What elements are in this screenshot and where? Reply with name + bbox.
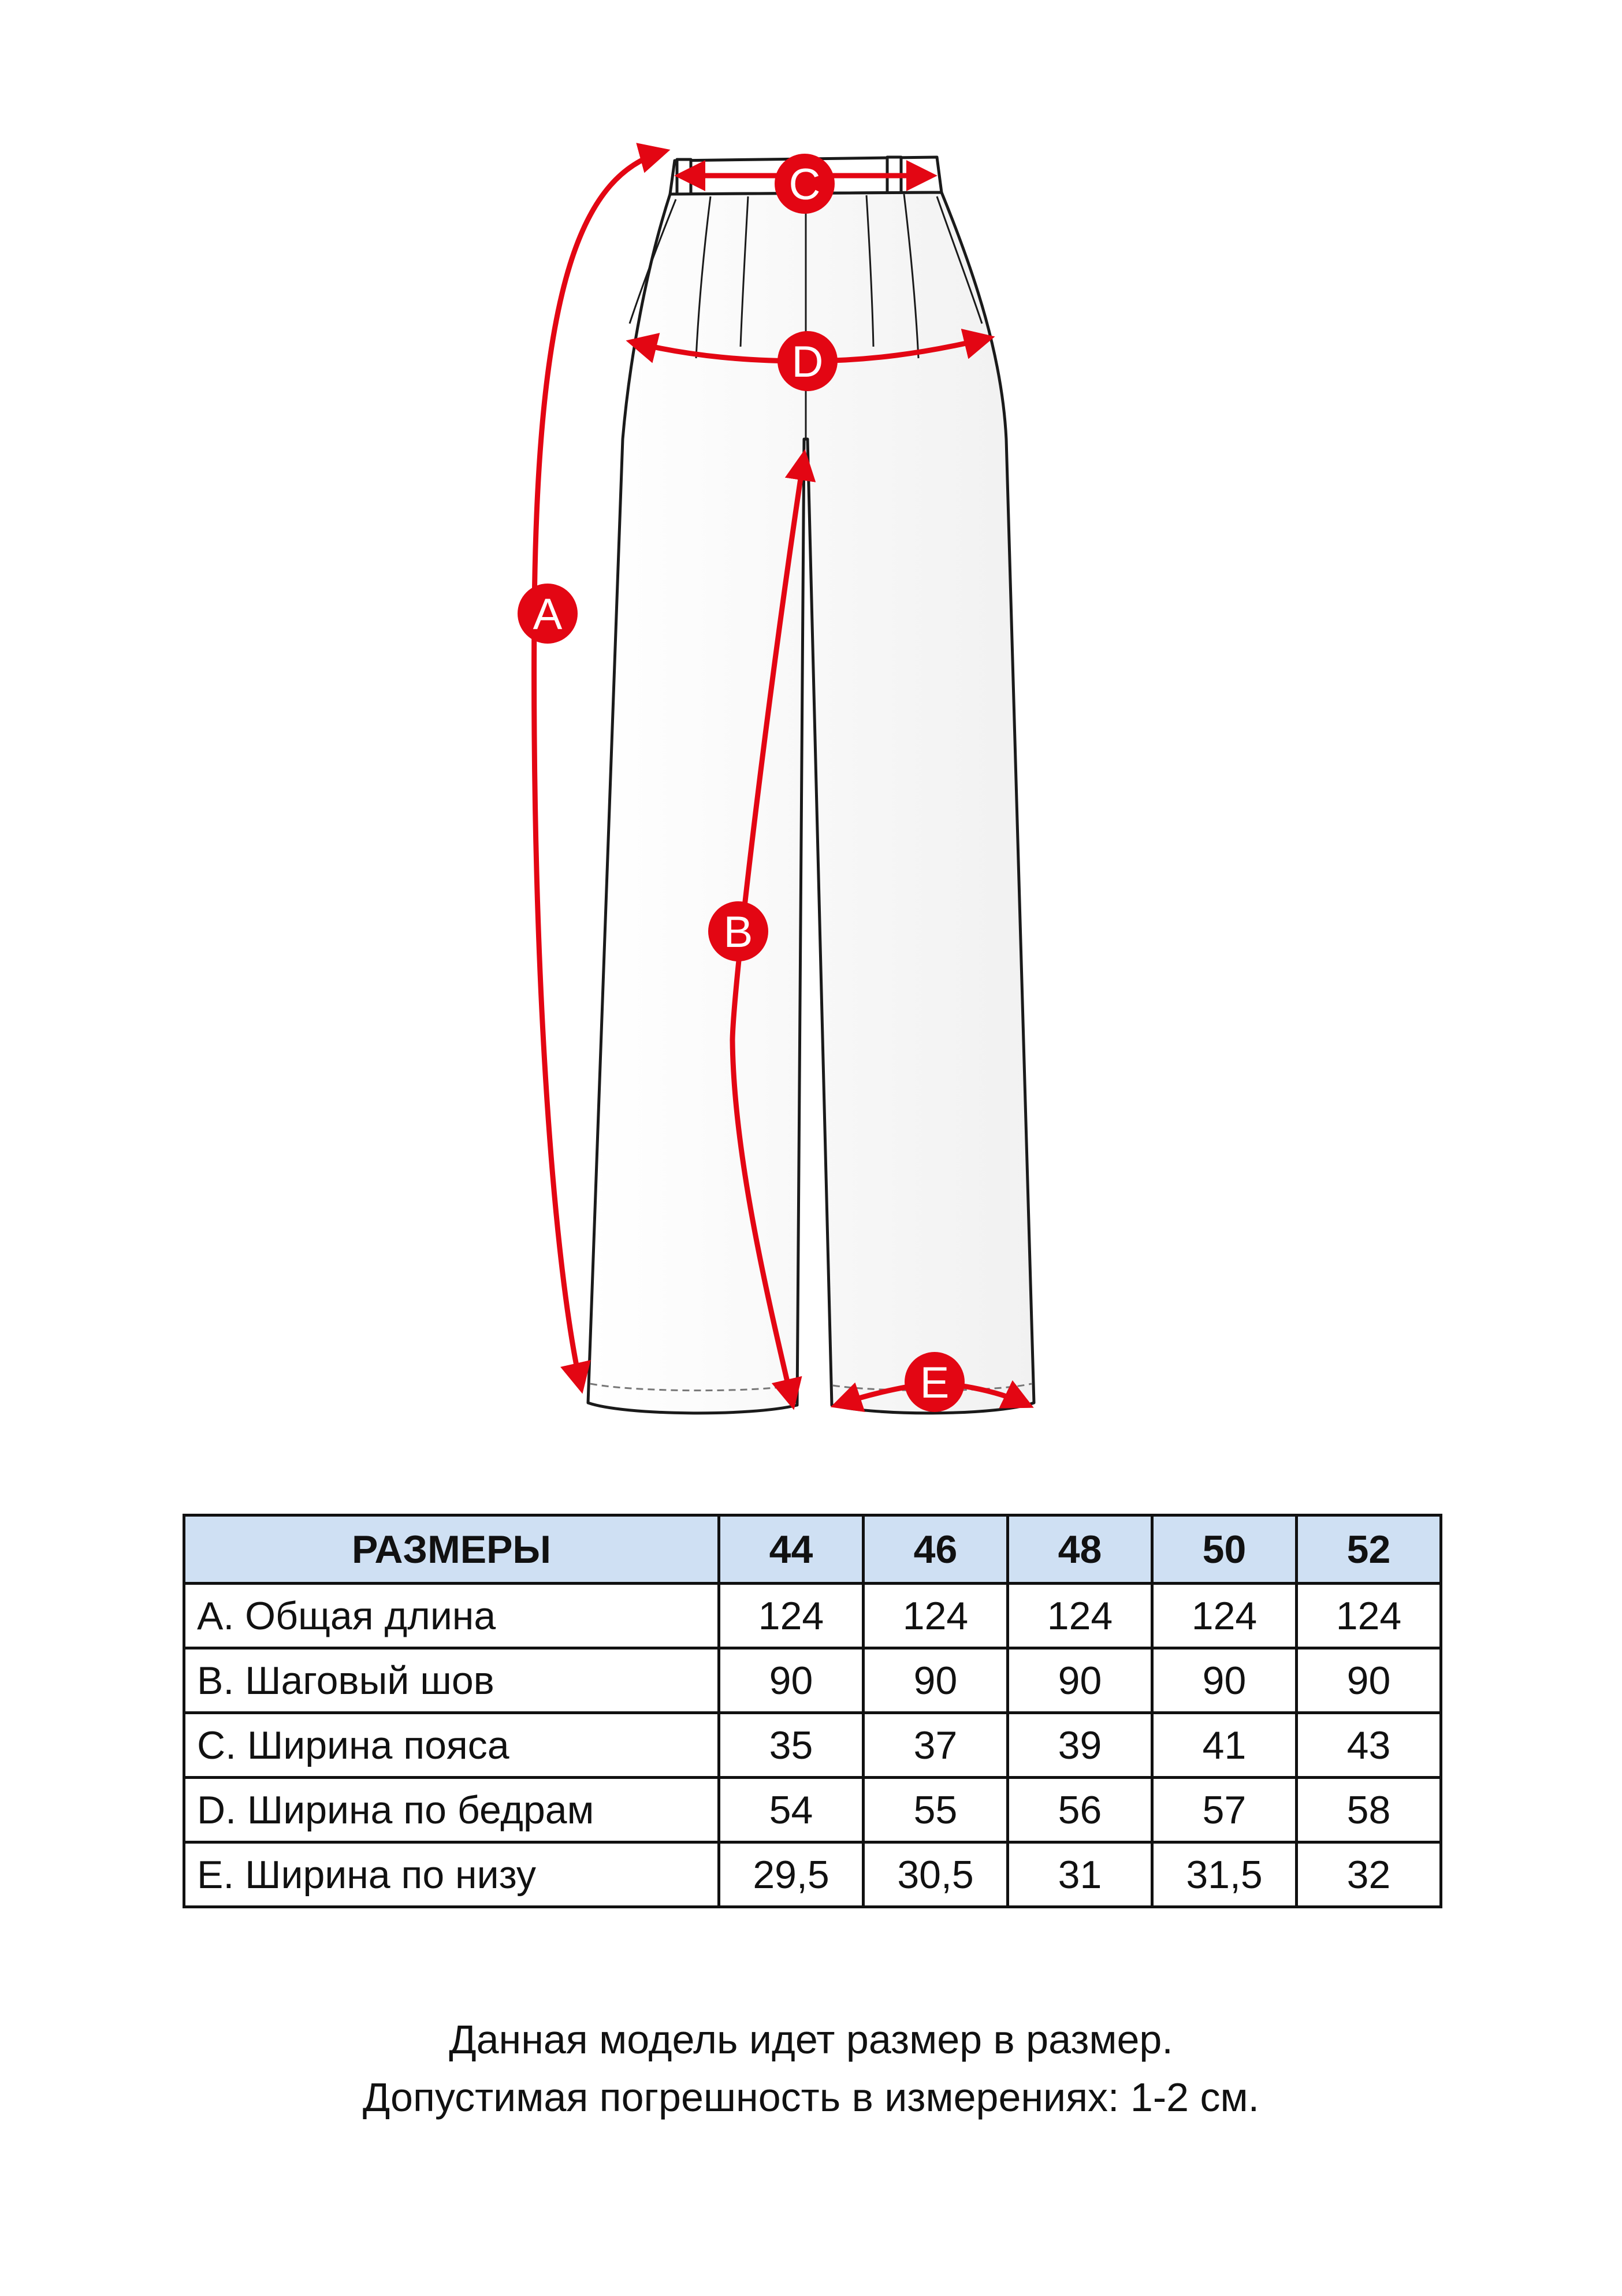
table-cell: 90 — [1008, 1648, 1152, 1713]
row-label: C. Ширина пояса — [184, 1713, 719, 1778]
note-line-2: Допустимая погрешность в измерениях: 1-2 см. — [362, 2075, 1260, 2120]
table-cell: 31,5 — [1152, 1842, 1297, 1907]
row-label: B. Шаговый шов — [184, 1648, 719, 1713]
table-cell: 31 — [1008, 1842, 1152, 1907]
table-row — [184, 1648, 1441, 1713]
marker-a — [518, 584, 578, 644]
note-line-1: Данная модель идет размер в размер. — [449, 2017, 1173, 2062]
size-note — [0, 2011, 1622, 2126]
header-cell: 46 — [864, 1515, 1008, 1584]
table-cell: 37 — [864, 1713, 1008, 1778]
table-cell: 43 — [1297, 1713, 1441, 1778]
table-cell: 90 — [864, 1648, 1008, 1713]
table-cell: 90 — [1152, 1648, 1297, 1713]
table-cell: 90 — [719, 1648, 864, 1713]
header-cell: 52 — [1297, 1515, 1441, 1584]
table-header-row — [184, 1515, 1441, 1584]
marker-e — [905, 1352, 965, 1412]
table-cell: 124 — [864, 1584, 1008, 1648]
table-cell: 29,5 — [719, 1842, 864, 1907]
header-cell: 48 — [1008, 1515, 1152, 1584]
row-label: D. Ширина по бедрам — [184, 1778, 719, 1842]
header-cell: РАЗМЕРЫ — [184, 1515, 719, 1584]
table-cell: 56 — [1008, 1778, 1152, 1842]
table-cell: 41 — [1152, 1713, 1297, 1778]
table-cell: 35 — [719, 1713, 864, 1778]
size-table — [183, 1514, 1442, 1908]
marker-c — [775, 154, 835, 214]
row-label: E. Ширина по низу — [184, 1842, 719, 1907]
header-cell: 44 — [719, 1515, 864, 1584]
marker-b — [708, 901, 768, 961]
marker-d-label: D — [791, 337, 824, 387]
table-cell: 30,5 — [864, 1842, 1008, 1907]
table-cell: 124 — [719, 1584, 864, 1648]
table-cell: 124 — [1297, 1584, 1441, 1648]
table-cell: 54 — [719, 1778, 864, 1842]
table-cell: 39 — [1008, 1713, 1152, 1778]
table-cell: 32 — [1297, 1842, 1441, 1907]
table-cell: 124 — [1152, 1584, 1297, 1648]
table-cell: 55 — [864, 1778, 1008, 1842]
table-row — [184, 1713, 1441, 1778]
table-row — [184, 1778, 1441, 1842]
marker-b-label: B — [723, 908, 753, 957]
marker-a-label: A — [533, 590, 563, 639]
table-cell: 58 — [1297, 1778, 1441, 1842]
header-cell: 50 — [1152, 1515, 1297, 1584]
row-label: A. Общая длина — [184, 1584, 719, 1648]
table-cell: 90 — [1297, 1648, 1441, 1713]
marker-c-label: C — [788, 160, 821, 209]
table-row — [184, 1584, 1441, 1648]
table-cell: 57 — [1152, 1778, 1297, 1842]
table-row — [184, 1842, 1441, 1907]
table-cell: 124 — [1008, 1584, 1152, 1648]
marker-e-label: E — [920, 1358, 950, 1407]
marker-d — [777, 331, 838, 391]
